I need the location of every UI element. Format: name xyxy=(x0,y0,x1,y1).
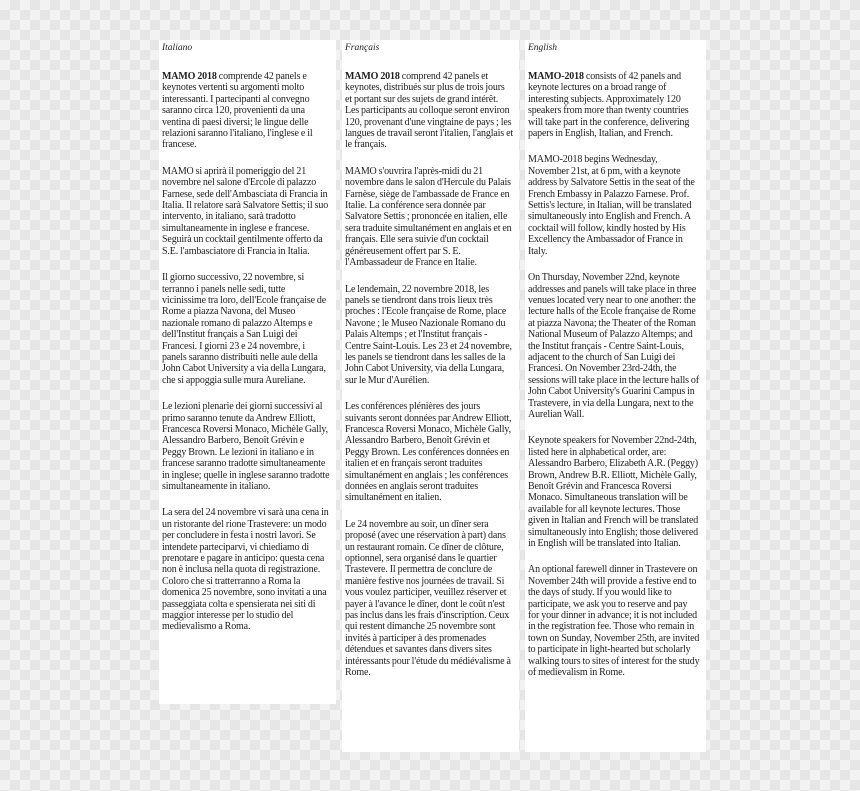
paragraph-text: Le 24 novembre au soir, un dîner sera proposé (avec une réservation à part) dans un restaurant romain. Ce dîner de clôture, optionnel, sera organisé dans le quartier Trastevere. Il permettra de conclure de manière festive nos journées de travail. Si vous voulez participer, veuillez réserver et payer à l'avance le dîner, dont le coût n'est pas inclus dans les frais d'inscription. Ceux qui restent dimanche 25 novembre sont invités à participer à des promenades détendues et savantes dans divers sites intéressants pour l'étude du médiévalisme à Rome. xyxy=(345,518,511,679)
english-column xyxy=(525,40,706,752)
paragraph-text: La sera del 24 novembre vi sarà una cena in un ristorante del rione Trastevere: un modo per concludere in festa i nostri lavori. Se intendete parteciparvi, vi chiediamo di prenotare e pagare in anticipo: questa cena non è inclusa nella quota di registrazione. Coloro che si tratterranno a Roma la domenica 25 novembre, sono invitati a una passeggiata colta e spensierata nei siti di maggior interesse per lo studio del medievalismo a Roma. xyxy=(162,507,329,633)
paragraph xyxy=(528,435,700,549)
paragraph-text: comprend 42 panels et keynotes, distribués sur plus de trois jours et portant sur des sujets de grand intérêt. Les participants au colloque seront environ 120, provenant d'une vingtaine de pays ; les langues de travail seront l'italien, l'anglais et le français. xyxy=(345,71,514,151)
paragraph xyxy=(345,284,513,387)
paragraph-text: Le lezioni plenarie dei giorni successivi al primo saranno tenute da Andrew Elliott, Francesca Roversi Monaco, Michèle Gally, Alessandro Barbero, Benoît Grévin e Peggy Brown. Le lezioni in italiano e in francese saranno tradotte simultaneamente in inglese; quelle in inglese saranno tradotte simultaneamente in italiano. xyxy=(162,401,330,492)
paragraph-text: comprende 42 panels e keynotes vertenti su argomenti molto interessanti. I partecipanti al convegno saranno circa 120, provenienti da una ventina di paesi diversi; le lingue delle relazioni saranno l'italiano, l'inglese e il francese. xyxy=(162,71,313,151)
paragraph-text: MAMO s'ouvrira l'après-midi du 21 novembre dans le salon d'Hercule du Palais Farnèse, siège de l'ambassade de France en Italie. La conférence sera donnée par Salvatore Settis ; prononcée en italien, elle sera traduite simultanément en anglais et en français. Elle sera suivie d'un cocktail généreusement offert par S. E. l'Ambassadeur de France en Italie. xyxy=(345,165,512,269)
paragraph-lead: MAMO 2018 xyxy=(162,71,217,82)
paragraph-text: Il giorno successivo, 22 novembre, si terranno i panels nelle sedi, tutte vicinissime tra loro, dell'Ecole française de Rome a piazza Navona, del Museo nazionale romano di palazzo Altemps e dell'Institut français a San Luigi dei Francesi. I giorni 23 e 24 novembre, i panels saranno distribuiti nelle aule della John Cabot University a via della Lungara, che si appoggia sulle mura Aureliane. xyxy=(162,272,327,386)
paragraph xyxy=(345,166,513,269)
paragraph xyxy=(528,272,700,420)
paragraph-text: MAMO-2018 begins Wednesday, November 21st, at 6 pm, with a keynote address by Salvatore Settis in the seat of the French Embassy in Palazzo Farnese. Prof. Settis's lecture, in Italian, will be translated simultaneously into English and French. A cocktail will follow, kindly hosted by His Excellency the Ambassador of France in Italy. xyxy=(528,154,695,257)
paragraph xyxy=(162,272,330,386)
paragraph xyxy=(162,507,330,632)
paragraph-lead: MAMO-2018 xyxy=(528,71,584,82)
paragraph xyxy=(162,71,330,151)
column-language-label: English xyxy=(528,43,558,53)
paragraph xyxy=(345,71,513,151)
paragraph-text: consists of 42 panels and keynote lectures on a broad range of interesting subjects. Approximately 120 speakers from more than twenty countries will take part in the conference, delivering papers in English, Italian, and French. xyxy=(528,71,690,140)
italian-column xyxy=(159,40,336,704)
paragraph-text: An optional farewell dinner in Trastevere on November 24th will provide a festive end to the days of study. If you would like to participate, we ask you to reserve and pay for your dinner in advance; it is not included in the registration fee. Those who remain in town on Sunday, November 25th, are invited to participate in light-hearted but scholarly walking tours to sites of interest for the study of medievalism in Rome. xyxy=(528,564,700,679)
paragraph-text: Les conférences plénières des jours suivants seront données par Andrew Elliott, Francesca Roversi Monaco, Michèle Gally, Alessandro Barbero, Benoît Grévin et Peggy Brown. Les conférences données en italien et en français seront traduites simultanément en anglais ; les conférences données en anglais seront traduites simultanément en italien. xyxy=(345,401,512,504)
paragraph-lead: MAMO 2018 xyxy=(345,71,400,82)
paragraph xyxy=(345,401,513,504)
paragraph xyxy=(345,519,513,679)
column-language-label: Français xyxy=(345,43,380,53)
paragraph-text: Le lendemain, 22 novembre 2018, les panels se tiendront dans trois lieux très proches : l'Ecole française de Rome, place Navone ; le Museo Nazionale Romano du Palais Altemps ; et l'Institut français - Centre Saint-Louis. Les 23 et 24 novembre, les panels se tiendront dans les salles de la John Cabot University, via della Lungara, sur le Mur d'Aurélien. xyxy=(345,283,512,386)
paragraph-text: MAMO si aprirà il pomeriggio del 21 novembre nel salone d'Ercole di palazzo Farnese, sede dell'Ambasciata di Francia in Italia. Il relatore sarà Salvatore Settis; il suo intervento, in italiano, sarà tradotto simultaneamente in inglese e francese. Seguirà un cocktail gentilmente offerto da S.E. l'ambasciatore di Francia in Italia. xyxy=(162,165,329,257)
paragraph xyxy=(528,71,700,139)
column-language-label: Italiano xyxy=(162,43,193,53)
paragraph xyxy=(162,166,330,257)
paragraph xyxy=(528,564,700,678)
paragraph xyxy=(528,154,700,257)
french-column xyxy=(342,40,519,752)
paragraph-text: On Thursday, November 22nd, keynote addresses and panels will take place in three venues located very near to one another: the lecture halls of the Ecole française de Rome at piazza Navona; the Theater of the Roman National Museum of Palazzo Altemps; and the Institut français - Centre Saint-Louis, adjacent to the church of San Luigi dei Francesi. On November 23rd-24th, the sessions will take place in the lecture halls of John Cabot University's Guarini Campus in Trastevere, in via della Lungara, next to the Aurelian Wall. xyxy=(528,272,699,420)
paragraph xyxy=(162,401,330,492)
paragraph-text: Keynote speakers for November 22nd-24th, listed here in alphabetical order, are: Alessandro Barbero, Elizabeth A.R. (Peggy) Brown, Andrew B.R. Elliott, Michèle Gally, Benoît Grévin and Francesca Roversi Monaco. Simultaneous translation will be available for all keynote lectures. Those given in Italian and French will be translated simultaneously into English; those delivered in English will be translated into Italian. xyxy=(528,435,699,550)
